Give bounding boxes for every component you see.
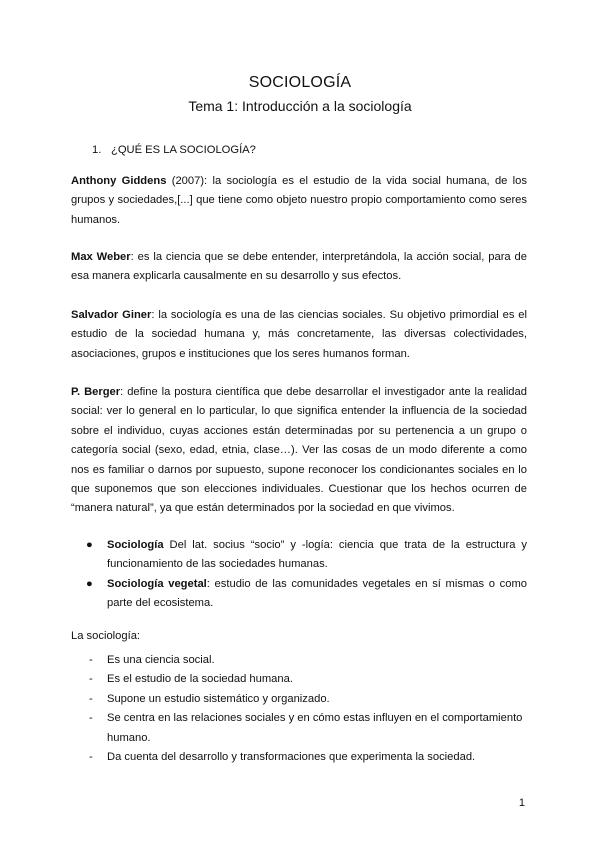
- document-subtitle: Tema 1: Introducción a la sociología: [188, 98, 412, 114]
- list-item-text: Da cuenta del desarrollo y transformaciones que experimenta la sociedad.: [107, 751, 476, 764]
- list-item: [71, 690, 527, 709]
- document-title: SOCIOLOGÍA: [248, 74, 352, 91]
- definition-author: Salvador Giner: [71, 309, 152, 321]
- dash-list: [71, 651, 527, 767]
- list-item-text: Es una ciencia social.: [107, 654, 215, 666]
- list-item: [71, 670, 527, 689]
- definition-text: : la sociología es una de las ciencias sociales. Su objetivo primordial es el estudio de la sociedad humana y, más concretamente, las diversas colectividades, asociaciones, grupos e instituciones que los seres humanos forman.: [71, 309, 527, 360]
- definition-text: : define la postura científica que debe desarrollar el investigador ante la realidad social: ver lo general en lo particular, lo que significa entender la influencia de la sociedad sobre el individuo, cuyas acciones están determinadas por su pertenencia a un grupo o categoría social (sexo, edad, etnia, clase…). Ver las cosas de un modo diferente a como nos es familiar o darnos por supuesto, supone reconocer los condicionantes sociales en lo que suponemos que son elecciones individuales. Cuestionar que los hechos ocurren de “manera natural”, ya que están determinados por la sociedad en que vivimos.: [71, 386, 527, 515]
- definition-paragraph: [71, 172, 527, 230]
- definition-author: Anthony Giddens: [71, 175, 167, 187]
- dash-marker: -: [89, 712, 93, 725]
- dash-marker: -: [89, 654, 93, 666]
- definition-author: Max Weber: [71, 251, 131, 263]
- section-number: 1.: [92, 144, 102, 156]
- definition-paragraph: [71, 306, 527, 364]
- bullet-list: [71, 536, 527, 614]
- bullet-marker: ●: [86, 539, 93, 551]
- list-item-text: Se centra en las relaciones sociales y en cómo estas influyen en el comportamiento humano.: [107, 712, 523, 744]
- list-item: [71, 709, 527, 748]
- bullet-marker: ●: [86, 577, 93, 590]
- list-item-text: Es el estudio de la sociedad humana.: [107, 673, 293, 686]
- list-item: [71, 748, 527, 767]
- bullet-term: Sociología vegetal: [107, 577, 207, 590]
- page-number: 1: [518, 797, 525, 809]
- definition-text: (2007): la sociología es el estudio de la vida social humana, de los grupos y sociedades,[...] que tiene como objeto nuestro propio comportamiento como seres humanos.: [71, 175, 527, 226]
- section-heading: [92, 144, 256, 156]
- definition-text: : es la ciencia que se debe entender, interpretándola, la acción social, para de esa manera explicarla causalmente en su desarrollo y sus efectos.: [71, 251, 527, 283]
- bullet-item: [71, 536, 527, 575]
- dash-marker: -: [89, 751, 93, 764]
- list-item-text: Supone un estudio sistemático y organizado.: [107, 692, 330, 705]
- list-item: [71, 651, 527, 670]
- dash-marker: -: [89, 673, 93, 686]
- bullet-term: Sociología: [107, 539, 164, 551]
- definition-author: P. Berger: [71, 386, 121, 398]
- list-intro: La sociología:: [71, 630, 141, 642]
- definition-paragraph: [71, 383, 527, 519]
- bullet-text: : estudio de las comunidades vegetales en sí mismas o como parte del ecosistema.: [107, 577, 527, 610]
- bullet-item: [71, 575, 527, 614]
- bullet-text: Del lat. socius “socio” y -logía: ciencia que trata de la estructura y funcionamiento de las sociedades humanas.: [107, 539, 527, 571]
- section-heading-text: ¿QUÉ ES LA SOCIOLOGÍA?: [111, 144, 256, 156]
- definition-paragraph: [71, 248, 527, 287]
- dash-marker: -: [89, 692, 93, 705]
